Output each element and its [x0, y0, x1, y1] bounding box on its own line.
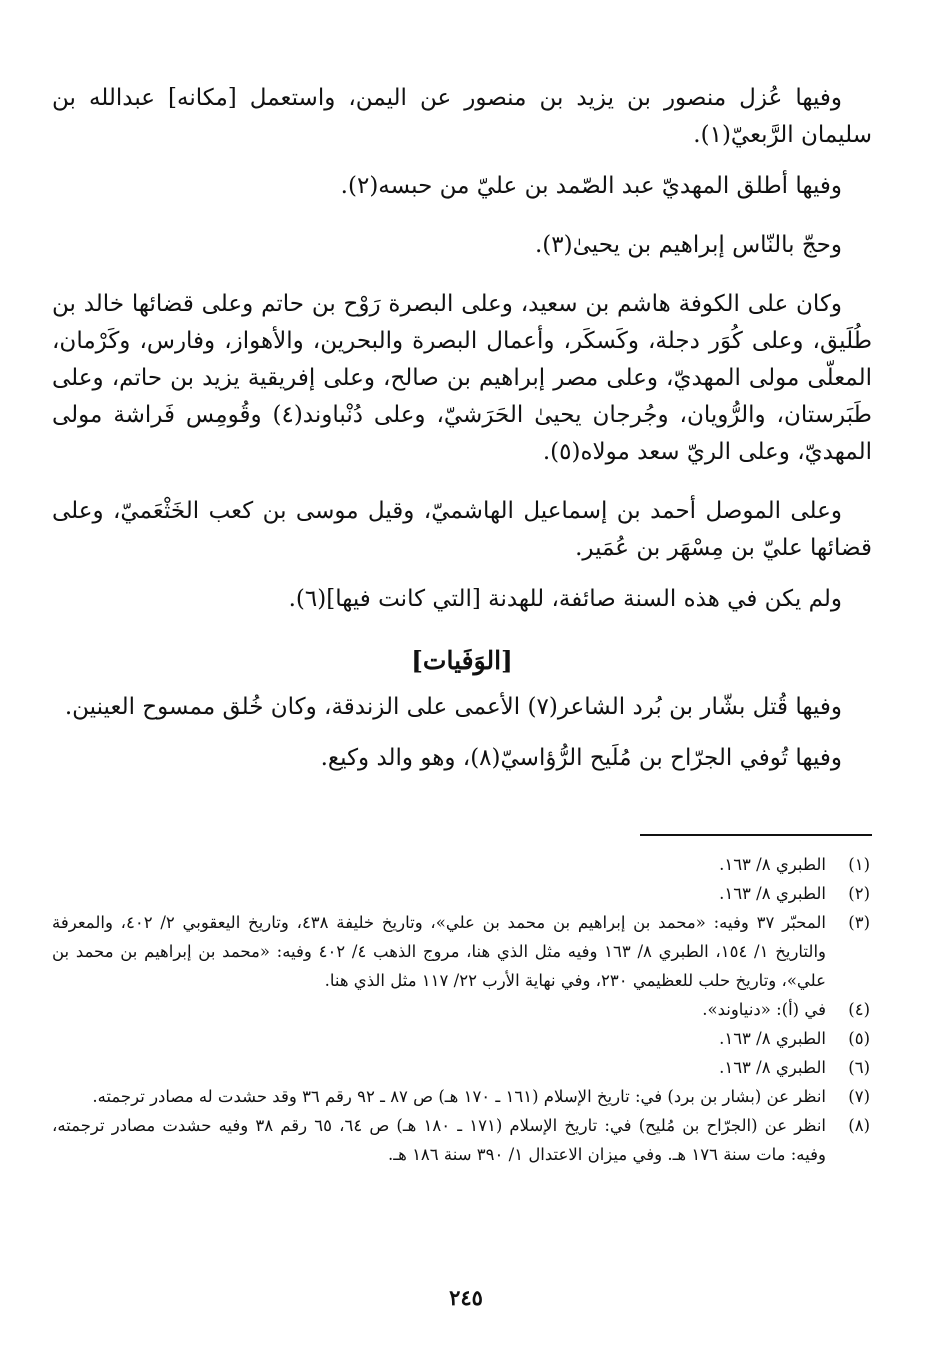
- main-text: [52, 80, 872, 799]
- paragraph: وحجّ بالنّاس إبراهيم بن يحيىٰ(٣).: [534, 232, 842, 258]
- page-number: ٢٤٥: [449, 1285, 483, 1310]
- paragraph: وفيها عُزل منصور بن يزيد بن منصور عن اليمن، واستعمل [مكانه] عبدالله بن سليمان الرَّبعيّ(١).: [52, 85, 872, 148]
- footnote-text: انظر عن (بشار بن برد) في: تاريخ الإسلام (١٦١ ـ ١٧٠ هـ) ص ٨٧ ـ ٩٢ رقم ٣٦ وقد حشدت له مصادر ترجمته.: [92, 1087, 826, 1106]
- section-heading: [الوَفَيات]: [411, 646, 513, 675]
- footnote: [52, 1053, 870, 1082]
- footnote: [52, 1111, 870, 1169]
- footnote-text: في (أ): «دنياوند».: [702, 1000, 826, 1019]
- footnote: [52, 995, 870, 1024]
- footnote-number: (١): [848, 855, 870, 874]
- footnote-text: انظر عن (الجرّاح بن مُليح) في: تاريخ الإسلام (١٧١ ـ ١٨٠ هـ) ص ٦٤، ٦٥ رقم ٣٨ وفيه حشدت مصادر ترجمته، وفيه: مات سنة ١٧٦ هـ. وفي ميزان الاعتدال ١/ ٣٩٠ سنة ١٨٦ هـ.: [52, 1116, 827, 1164]
- footnote-text: الطبري ٨/ ١٦٣.: [719, 1029, 826, 1048]
- paragraph: وعلى الموصل أحمد بن إسماعيل الهاشميّ، وقيل موسى بن كعب الخَثْعَميّ، وعلى قضائها عليّ بن مِسْهَر بن عُمَير.: [52, 498, 872, 561]
- footnote-number: (٢): [848, 884, 870, 903]
- footnote-number: (٤): [848, 1000, 870, 1019]
- footnote-text: المحبّر ٣٧ وفيه: «محمد بن إبراهيم بن محمد بن علي»، وتاريخ خليفة ٤٣٨، وتاريخ اليعقوبي ٢/ ٤٠٢، والمعرفة والتاريخ ١/ ١٥٤، الطبري ٨/ ١٦٣ وفيه مثل الذي هنا، مروج الذهب ٤/ ٤٠٢ وفيه: «محمد بن إبراهيم بن محمد بن علي»، وتاريخ حلب للعظيمي ٢٣٠، وفي نهاية الأرب ٢٢/ ١١٧ مثل الذي هنا.: [52, 913, 826, 990]
- footnote-number: (٥): [848, 1029, 870, 1048]
- paragraph: وفيها قُتل بشّار بن بُرد الشاعر(٧) الأعمى على الزندقة، وكان خُلق ممسوح العينين.: [64, 694, 842, 720]
- paragraph: ولم يكن في هذه السنة صائفة، للهدنة [التي كانت فيها](٦).: [288, 586, 842, 612]
- footnote: [52, 1024, 870, 1053]
- footnote: [52, 1082, 870, 1111]
- footnote-divider: [640, 834, 872, 836]
- footnote-text: الطبري ٨/ ١٦٣.: [719, 1058, 826, 1077]
- footnote-number: (٣): [848, 913, 870, 932]
- footnote: [52, 908, 870, 995]
- paragraph: وفيها أطلق المهديّ عبد الصّمد بن عليّ من حبسه(٢).: [340, 173, 842, 199]
- footnotes: [52, 850, 870, 1169]
- paragraph: وفيها تُوفي الجرّاح بن مُلَيح الرُّؤاسيّ(٨)، وهو والد وكيع.: [320, 745, 842, 771]
- footnote: [52, 879, 870, 908]
- footnote-number: (٧): [848, 1087, 870, 1106]
- footnote-number: (٨): [848, 1116, 870, 1135]
- paragraph: وكان على الكوفة هاشم بن سعيد، وعلى البصرة رَوْح بن حاتم وعلى قضائها خالد بن طُلَيق، وعلى كُوَر دجلة، وكَسكَر، وأعمال البصرة والبحرين، والأهواز، وفارس، وكَرْمان، المعلّى مولى المهديّ، وعلى مصر إبراهيم بن صالح، وعلى إفريقية يزيد بن حاتم، وعلى طَبَرستان، والرُّويان، وجُرجان يحيىٰ الحَرَشيّ، وعلى دُنْباوند(٤) وقُومِس فَراشة مولى المهديّ، وعلى الريّ سعد مولاه(٥).: [52, 291, 872, 465]
- footnote-text: الطبري ٨/ ١٦٣.: [719, 855, 826, 874]
- footnote: [52, 850, 870, 879]
- footnote-text: الطبري ٨/ ١٦٣.: [719, 884, 826, 903]
- footnote-number: (٦): [848, 1058, 870, 1077]
